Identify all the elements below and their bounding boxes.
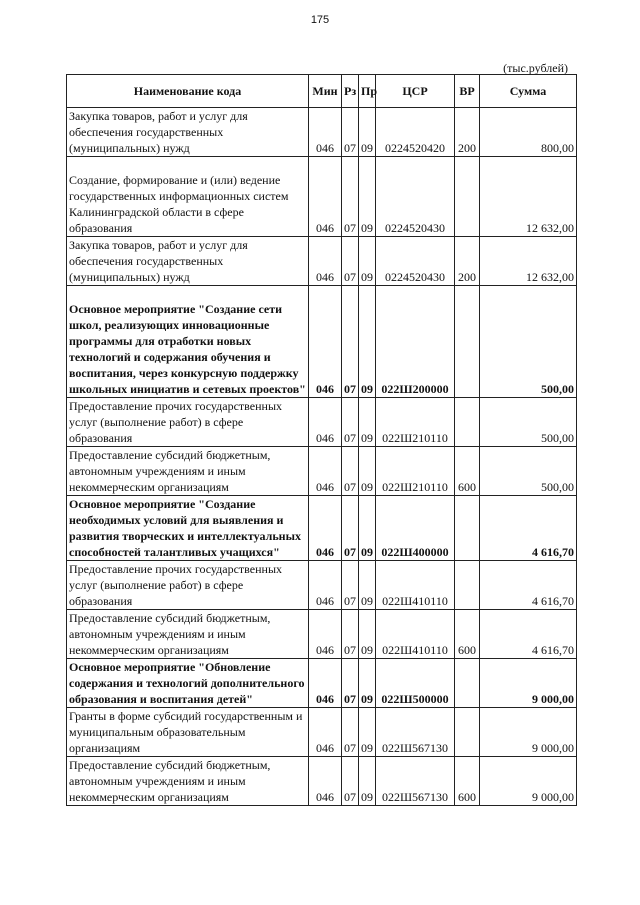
row-sum: 4 616,70 <box>480 496 577 561</box>
row-min: 046 <box>309 157 342 237</box>
row-csr: 0224520420 <box>376 108 455 157</box>
row-csr: 022Ш200000 <box>376 286 455 398</box>
row-pr: 09 <box>359 610 376 659</box>
row-pr: 09 <box>359 659 376 708</box>
row-vr <box>455 708 480 757</box>
row-vr <box>455 157 480 237</box>
row-name: Предоставление субсидий бюджетным, автономным учреждениям и иным некоммерческим организациям <box>67 447 309 496</box>
row-csr: 0224520430 <box>376 157 455 237</box>
row-name: Основное мероприятие "Создание сети школ, реализующих инновационные программы для отработки новых технологий и содержания обучения и воспитания, через конкурсную поддержку школьных инициатив и сетевых проектов" <box>67 286 309 398</box>
row-rz: 07 <box>342 237 359 286</box>
row-name: Основное мероприятие "Создание необходимых условий для выявления и развития творческих и интеллектуальных способностей талантливых учащихся" <box>67 496 309 561</box>
table-row <box>67 610 577 659</box>
row-vr <box>455 286 480 398</box>
row-csr: 022Ш410110 <box>376 561 455 610</box>
row-pr: 09 <box>359 447 376 496</box>
table-row <box>67 708 577 757</box>
header-rz: Рз <box>342 75 359 108</box>
row-pr: 09 <box>359 398 376 447</box>
row-name: Закупка товаров, работ и услуг для обеспечения государственных (муниципальных) нужд <box>67 237 309 286</box>
table-header-row <box>67 75 577 108</box>
row-name: Предоставление субсидий бюджетным, автономным учреждениям и иным некоммерческим организациям <box>67 610 309 659</box>
table-row <box>67 757 577 806</box>
page-number: 175 <box>310 14 330 26</box>
header-sum: Сумма <box>480 75 577 108</box>
row-vr: 600 <box>455 757 480 806</box>
row-sum: 4 616,70 <box>480 610 577 659</box>
row-min: 046 <box>309 659 342 708</box>
row-rz: 07 <box>342 757 359 806</box>
table-row <box>67 447 577 496</box>
row-sum: 4 616,70 <box>480 561 577 610</box>
row-sum: 12 632,00 <box>480 237 577 286</box>
units-label: (тыс.рублей) <box>503 61 568 75</box>
row-pr: 09 <box>359 286 376 398</box>
row-name: Создание, формирование и (или) ведение государственных информационных систем Калининградской области в сфере образования <box>67 157 309 237</box>
row-csr: 0224520430 <box>376 237 455 286</box>
header-pr: Пр <box>359 75 376 108</box>
row-sum: 9 000,00 <box>480 659 577 708</box>
row-csr: 022Ш500000 <box>376 659 455 708</box>
row-rz: 07 <box>342 708 359 757</box>
table-row <box>67 157 577 237</box>
row-vr <box>455 659 480 708</box>
row-sum: 9 000,00 <box>480 708 577 757</box>
table-row <box>67 659 577 708</box>
row-csr: 022Ш567130 <box>376 708 455 757</box>
row-min: 046 <box>309 496 342 561</box>
row-name: Предоставление субсидий бюджетным, автономным учреждениям и иным некоммерческим организациям <box>67 757 309 806</box>
row-vr: 200 <box>455 237 480 286</box>
table-row <box>67 286 577 398</box>
row-min: 046 <box>309 108 342 157</box>
table-row <box>67 237 577 286</box>
row-name: Гранты в форме субсидий государственным и муниципальным образовательным организациям <box>67 708 309 757</box>
row-pr: 09 <box>359 757 376 806</box>
row-vr <box>455 398 480 447</box>
row-sum: 12 632,00 <box>480 157 577 237</box>
row-min: 046 <box>309 398 342 447</box>
row-min: 046 <box>309 708 342 757</box>
row-rz: 07 <box>342 496 359 561</box>
row-name: Предоставление прочих государственных услуг (выполнение работ) в сфере образования <box>67 561 309 610</box>
row-min: 046 <box>309 757 342 806</box>
header-name: Наименование кода <box>67 75 309 108</box>
row-vr: 600 <box>455 610 480 659</box>
row-csr: 022Ш400000 <box>376 496 455 561</box>
row-min: 046 <box>309 610 342 659</box>
row-csr: 022Ш210110 <box>376 398 455 447</box>
row-sum: 800,00 <box>480 108 577 157</box>
row-sum: 500,00 <box>480 447 577 496</box>
table-row <box>67 496 577 561</box>
row-pr: 09 <box>359 496 376 561</box>
row-pr: 09 <box>359 708 376 757</box>
row-csr: 022Ш410110 <box>376 610 455 659</box>
row-rz: 07 <box>342 398 359 447</box>
row-sum: 9 000,00 <box>480 757 577 806</box>
row-pr: 09 <box>359 157 376 237</box>
row-vr <box>455 496 480 561</box>
row-rz: 07 <box>342 610 359 659</box>
row-name: Закупка товаров, работ и услуг для обеспечения государственных (муниципальных) нужд <box>67 108 309 157</box>
table-row <box>67 561 577 610</box>
row-rz: 07 <box>342 108 359 157</box>
header-min: Мин <box>309 75 342 108</box>
row-csr: 022Ш567130 <box>376 757 455 806</box>
row-sum: 500,00 <box>480 286 577 398</box>
row-name: Основное мероприятие "Обновление содержания и технологий дополнительного образования и воспитания детей" <box>67 659 309 708</box>
row-rz: 07 <box>342 286 359 398</box>
budget-table <box>66 74 577 806</box>
row-min: 046 <box>309 561 342 610</box>
row-pr: 09 <box>359 561 376 610</box>
row-pr: 09 <box>359 237 376 286</box>
row-rz: 07 <box>342 659 359 708</box>
row-vr <box>455 561 480 610</box>
row-csr: 022Ш210110 <box>376 447 455 496</box>
row-vr: 600 <box>455 447 480 496</box>
row-min: 046 <box>309 286 342 398</box>
row-min: 046 <box>309 447 342 496</box>
header-csr: ЦСР <box>376 75 455 108</box>
row-rz: 07 <box>342 561 359 610</box>
row-min: 046 <box>309 237 342 286</box>
row-sum: 500,00 <box>480 398 577 447</box>
row-rz: 07 <box>342 157 359 237</box>
row-pr: 09 <box>359 108 376 157</box>
row-rz: 07 <box>342 447 359 496</box>
table-row <box>67 108 577 157</box>
row-name: Предоставление прочих государственных услуг (выполнение работ) в сфере образования <box>67 398 309 447</box>
row-vr: 200 <box>455 108 480 157</box>
header-vr: ВР <box>455 75 480 108</box>
table-row <box>67 398 577 447</box>
